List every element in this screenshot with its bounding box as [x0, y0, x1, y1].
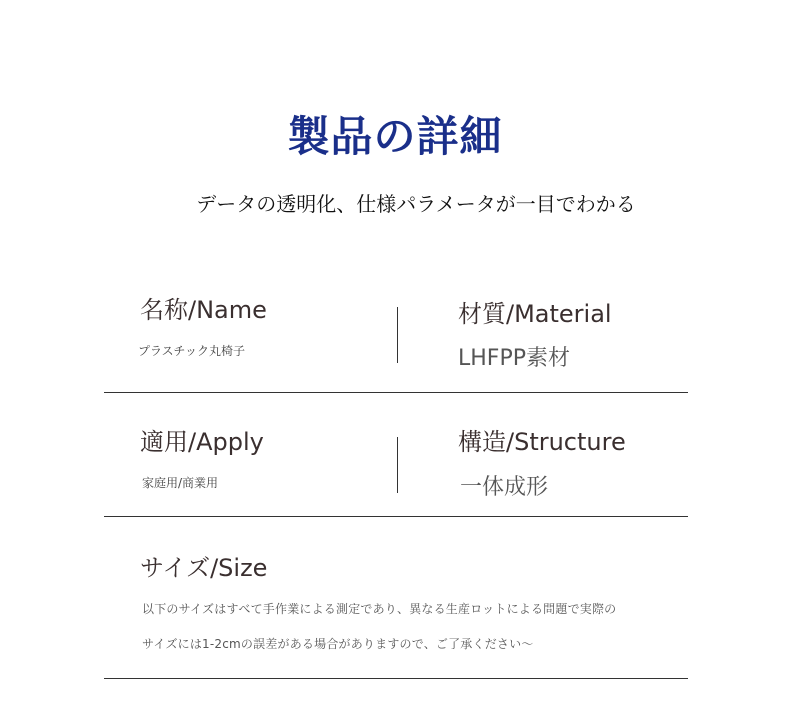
size-label: サイズ/Size	[140, 554, 268, 582]
row1-bottom-rule	[104, 392, 688, 393]
row3-bottom-rule	[104, 678, 688, 679]
structure-value: 一体成形	[460, 475, 549, 500]
size-note-line2: サイズには1-2cmの誤差がある場合がありますので、ご了承ください～	[142, 637, 534, 651]
size-note-line1: 以下のサイズはすべて手作業による測定であり、異なる生産ロットによる問題で実際の	[142, 602, 617, 616]
page-title: 製品の詳細	[287, 112, 503, 161]
page-subtitle: データの透明化、仕様パラメータが一目でわかる	[196, 192, 636, 216]
structure-label: 構造/Structure	[458, 428, 626, 456]
row1-divider	[397, 307, 398, 363]
row2-bottom-rule	[104, 516, 688, 517]
usage-value: 家庭用/商業用	[142, 476, 219, 490]
material-value: LHFPP素材	[458, 346, 570, 371]
name-label: 名称/Name	[140, 296, 267, 324]
name-value: プラスチック丸椅子	[138, 344, 246, 358]
usage-label: 適用/Apply	[140, 428, 264, 456]
row2-divider	[397, 437, 398, 493]
material-label: 材質/Material	[458, 300, 612, 328]
